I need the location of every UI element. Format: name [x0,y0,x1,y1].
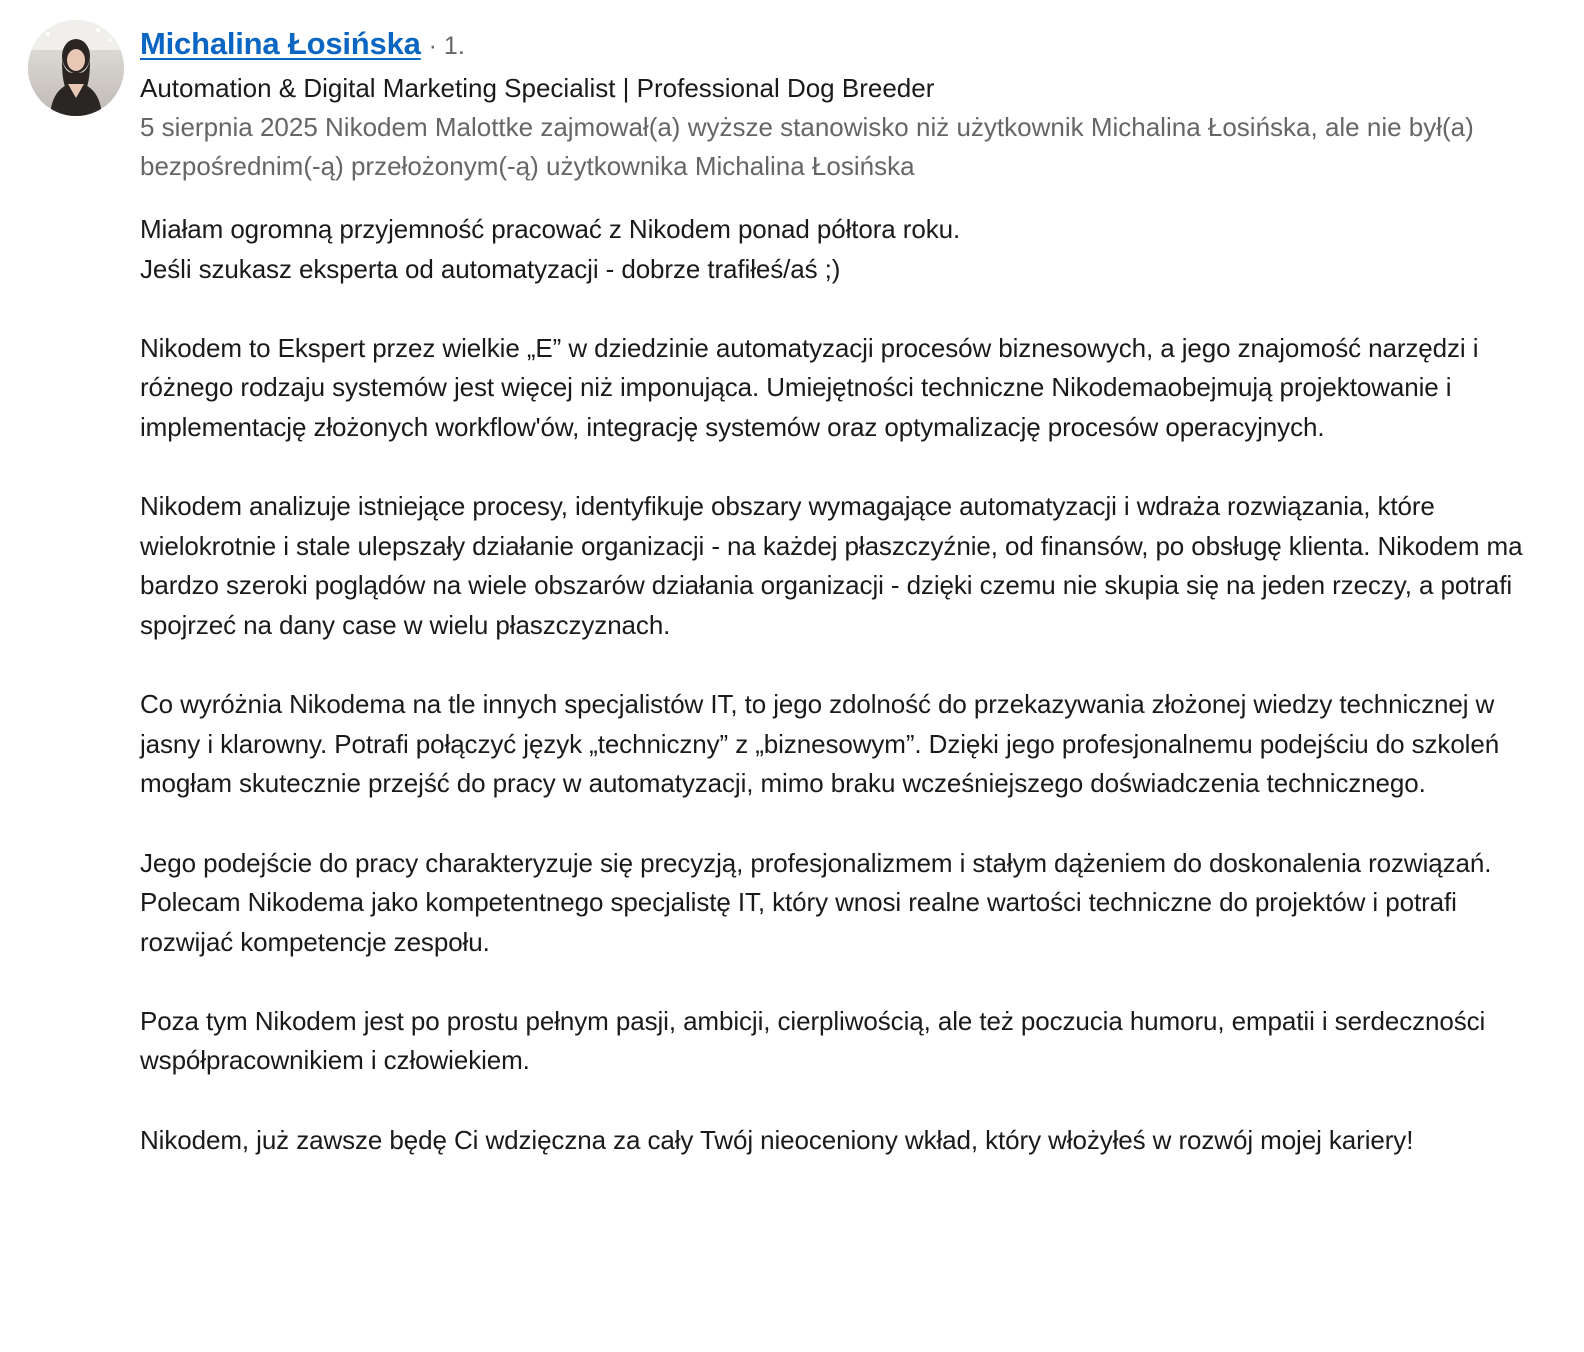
author-avatar[interactable] [28,20,124,116]
author-name-link[interactable]: Michalina Łosińska [140,26,421,61]
recommendation-meta: 5 sierpnia 2025 Nikodem Malottke zajmował(a) wyższe stanowisko niż użytkownik Michalina Łosińska, ale nie był(a) bezpośrednim(-ą) przełożonym(-ą) użytkownika Michalina Łosińska [140,112,1474,181]
author-headline: Automation & Digital Marketing Specialist | Professional Dog Breeder [140,73,935,103]
profile-photo-icon [28,20,124,116]
recommendation-text: Miałam ogromną przyjemność pracować z Nikodem ponad półtora roku. Jeśli szukasz eksperta od automatyzacji - dobrze trafiłeś/aś ;) Nikodem to Ekspert przez wielkie „E” w dziedzinie automatyzacji procesów biznesowych, a jego znajomość narzędzi i różnego rodzaju systemów jest więcej niż imponująca. Umiejętności techniczne Nikodemaobejmują projektowanie i implementację złożonych workflow'ów, integrację systemów oraz optymalizację procesów operacyjnych. Nikodem analizuje istniejące procesy, identyfikuje obszary wymagające automatyzacji i wdraża rozwiązania, które wielokrotnie i stale ulepszały działanie organizacji - na każdej płaszczyźnie, od finansów, po obsługę klienta. Nikodem ma bardzo szeroki poglądów na wiele obszarów działania organizacji - dzięki czemu nie skupia się na jeden rzeczy, a potrafi spojrzeć na dany case w wielu płaszczyznach. Co wyróżnia Nikodema na tle innych specjalistów IT, to jego zdolność do przekazywania złożonej wiedzy technicznej w jasny i klarowny. Potrafi połączyć język „techniczny” z „biznesowym”. Dzięki jego profesjonalnemu podejściu do szkoleń mogłam skutecznie przejść do pracy w automatyzacji, mimo braku wcześniejszego doświadczenia technicznego. Jego podejście do pracy charakteryzuje się precyzją, profesjonalizmem i stałym dążeniem do doskonalenia rozwiązań. Polecam Nikodema jako kompetentnego specjalistę IT, który wnosi realne wartości techniczne do projektów i potrafi rozwijać kompetencje zespołu. Poza tym Nikodem jest po prostu pełnym pasji, ambicji, cierpliwością, ale też poczucia humoru, empatii i serdeczności współpracownikiem i człowiekiem. Nikodem, już zawsze będę Ci wdzięczna za cały Twój nieoceniony wkład, który włożyłeś w rozwój mojej kariery! [140,214,1523,1155]
author-row [140,26,1540,66]
recommendation-content [140,26,1540,1160]
connection-degree: · 1. [428,32,465,60]
